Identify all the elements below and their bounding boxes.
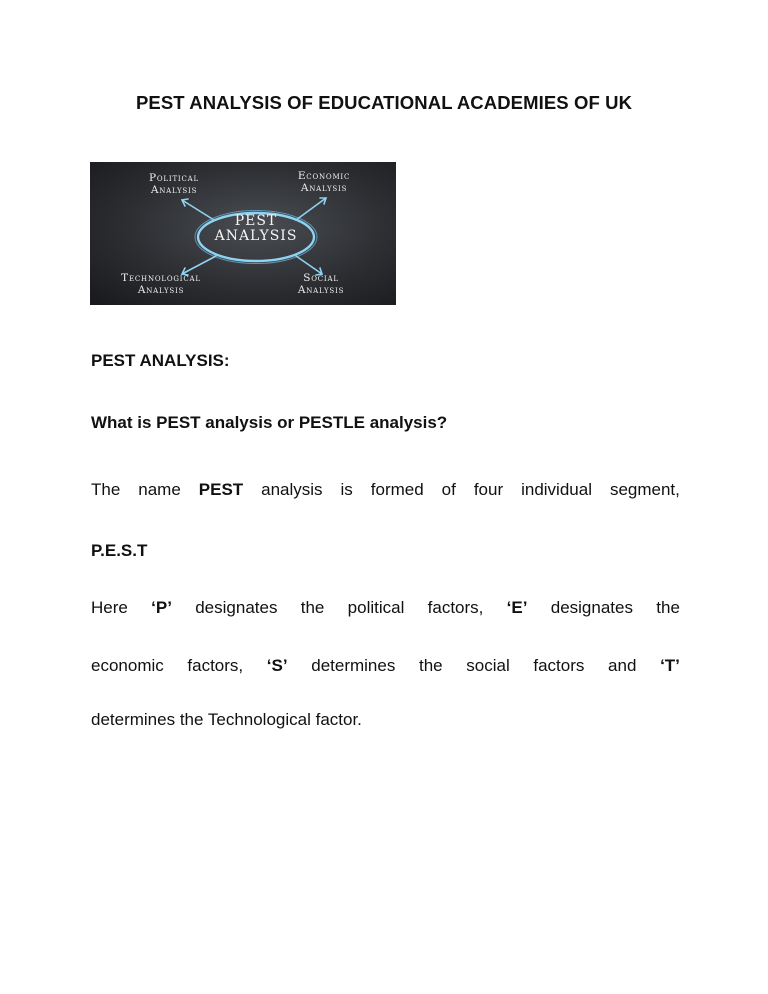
word-bold: ‘P’ <box>151 598 172 617</box>
word: The <box>91 480 121 499</box>
word: designates <box>550 598 633 617</box>
word: four <box>473 480 504 499</box>
word-bold: ‘S’ <box>266 656 288 675</box>
word: economic <box>91 656 164 675</box>
word: the <box>656 598 680 617</box>
pest-letters: P.E.S.T <box>91 541 148 560</box>
word-bold: PEST <box>198 480 244 499</box>
page-title: PEST ANALYSIS OF EDUCATIONAL ACADEMIES OF UK <box>135 92 633 113</box>
word: analysis <box>261 480 323 499</box>
paragraph-line-4: determines the Technological factor. <box>91 710 362 729</box>
word: name <box>138 480 181 499</box>
word: political <box>347 598 405 617</box>
word: individual <box>521 480 592 499</box>
word: the <box>300 598 325 617</box>
word: of <box>441 480 456 499</box>
pest-analysis-figure <box>90 162 396 305</box>
word: determines <box>311 656 396 675</box>
word: social <box>466 656 510 675</box>
word: Here <box>91 598 128 617</box>
word: is <box>340 480 353 499</box>
word: segment, <box>609 480 680 499</box>
word: factors, <box>427 598 484 617</box>
word: factors, <box>187 656 244 675</box>
word-bold: ‘E’ <box>506 598 528 617</box>
section-question: What is PEST analysis or PESTLE analysis? <box>91 413 448 432</box>
word: factors <box>533 656 585 675</box>
paragraph-line-2 <box>91 598 680 618</box>
center-line-analysis: ANALYSIS <box>214 228 298 244</box>
label-economic: Economic Analysis <box>297 170 351 194</box>
center-line-pest: PEST <box>234 213 278 229</box>
word: and <box>608 656 637 675</box>
section-heading-pest: PEST ANALYSIS: <box>91 351 230 370</box>
word: formed <box>370 480 424 499</box>
word: the <box>418 656 443 675</box>
label-center <box>208 214 304 244</box>
label-technological: Technological Analysis <box>121 272 201 296</box>
word: designates <box>195 598 278 617</box>
label-political: Political Analysis <box>149 172 199 196</box>
paragraph-line-1 <box>91 480 680 500</box>
label-social: Social Analysis <box>297 272 345 296</box>
word-bold: ‘T’ <box>660 656 680 675</box>
paragraph-line-3 <box>91 656 680 676</box>
